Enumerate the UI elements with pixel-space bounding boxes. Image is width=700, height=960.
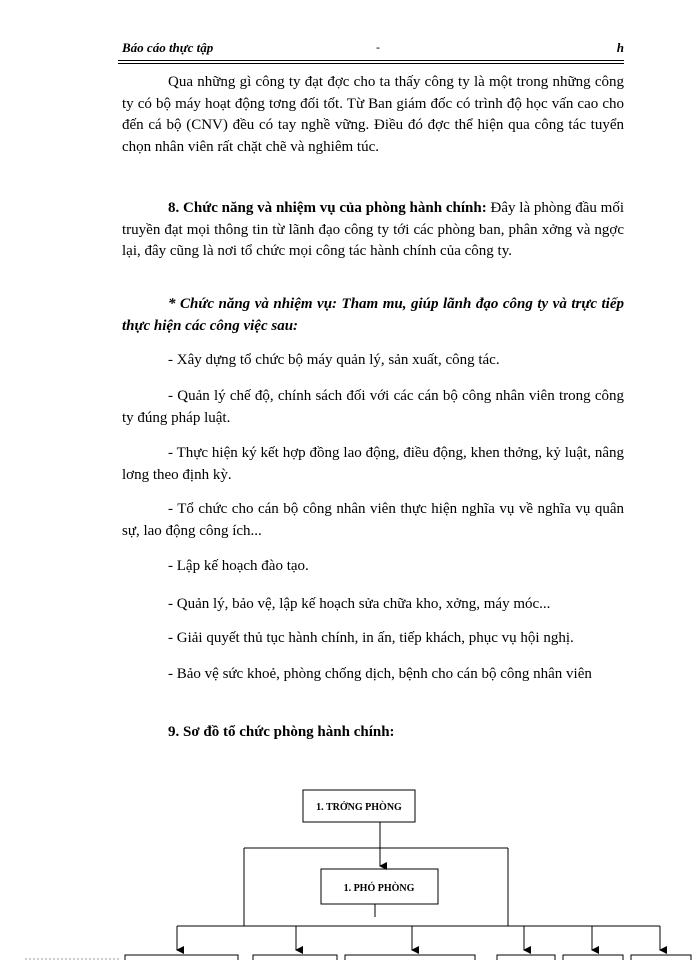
org-chart [0, 780, 700, 960]
section-8-body: Đây là phòng đầu mối truyền đạt mọi thông tin từ lãnh đạo công ty tới các phòng ban, phân xởng và ngợc lại, đây cũng là nơi tổ chức mọi công tác hành chính của công ty. [122, 200, 624, 259]
section-9-heading: 9. Sơ đồ tổ chức phòng hành chính: [168, 724, 395, 740]
sub-unit-box [345, 955, 475, 960]
page-header [118, 38, 624, 61]
list-item: - Xây dựng tổ chức bộ máy quản lý, sản xuất, công tác. [168, 352, 500, 368]
sub-unit-box [253, 955, 337, 960]
head-box-label: 1. TRỞNG PHÒNG [316, 802, 402, 813]
functions-heading: * Chức năng và nhiệm vụ: Tham mu, giúp lãnh đạo công ty và trực tiếp thực hiện các công việc sau: [122, 296, 624, 334]
list-item: - Quản lý chế độ, chính sách đối với các cán bộ công nhân viên trong công ty đúng pháp luật. [122, 388, 624, 426]
header-separator: - [376, 40, 380, 54]
list-item: - Bảo vệ sức khoẻ, phòng chống dịch, bệnh cho cán bộ công nhân viên [168, 666, 592, 682]
header-double-rule [118, 63, 624, 64]
sub-unit-box [563, 955, 623, 960]
sub-unit-box [125, 955, 238, 960]
list-item: - Tổ chức cho cán bộ công nhân viên thực hiện nghĩa vụ về nghĩa vụ quân sự, lao động công ích... [122, 501, 624, 539]
list-item: - Lập kế hoạch đào tạo. [168, 558, 309, 574]
sub-unit-box [631, 955, 691, 960]
section-8-heading: 8. Chức năng và nhiệm vụ của phòng hành chính: [168, 200, 487, 216]
header-title: Báo cáo thực tập [122, 40, 214, 55]
sub-unit-box [497, 955, 555, 960]
list-item: - Thực hiện ký kết hợp đồng lao động, điều động, khen thởng, kỷ luật, nâng lơng theo định kỳ. [122, 445, 624, 483]
section-8-paragraph [122, 198, 624, 263]
intro-paragraph: Qua những gì công ty đạt đợc cho ta thấy công ty là một trong những công ty có bộ máy hoạt động tơng đối tốt. Từ Ban giám đốc có trình độ học vấn cao cho đến cá bộ (CNV) đều có tay nghề vững. Điều đó đợc thể hiện qua công tác tuyển chọn nhân viên rất chặt chẽ và nghiêm túc. [122, 74, 624, 155]
list-item: - Giải quyết thủ tục hành chính, in ấn, tiếp khách, phục vụ hội nghị. [168, 630, 574, 646]
header-page-marker: h [616, 40, 624, 55]
deputy-box-label: 1. PHÓ PHÒNG [343, 883, 415, 894]
list-item: - Quản lý, bảo vệ, lập kế hoạch sửa chữa kho, xởng, máy móc... [168, 596, 551, 612]
